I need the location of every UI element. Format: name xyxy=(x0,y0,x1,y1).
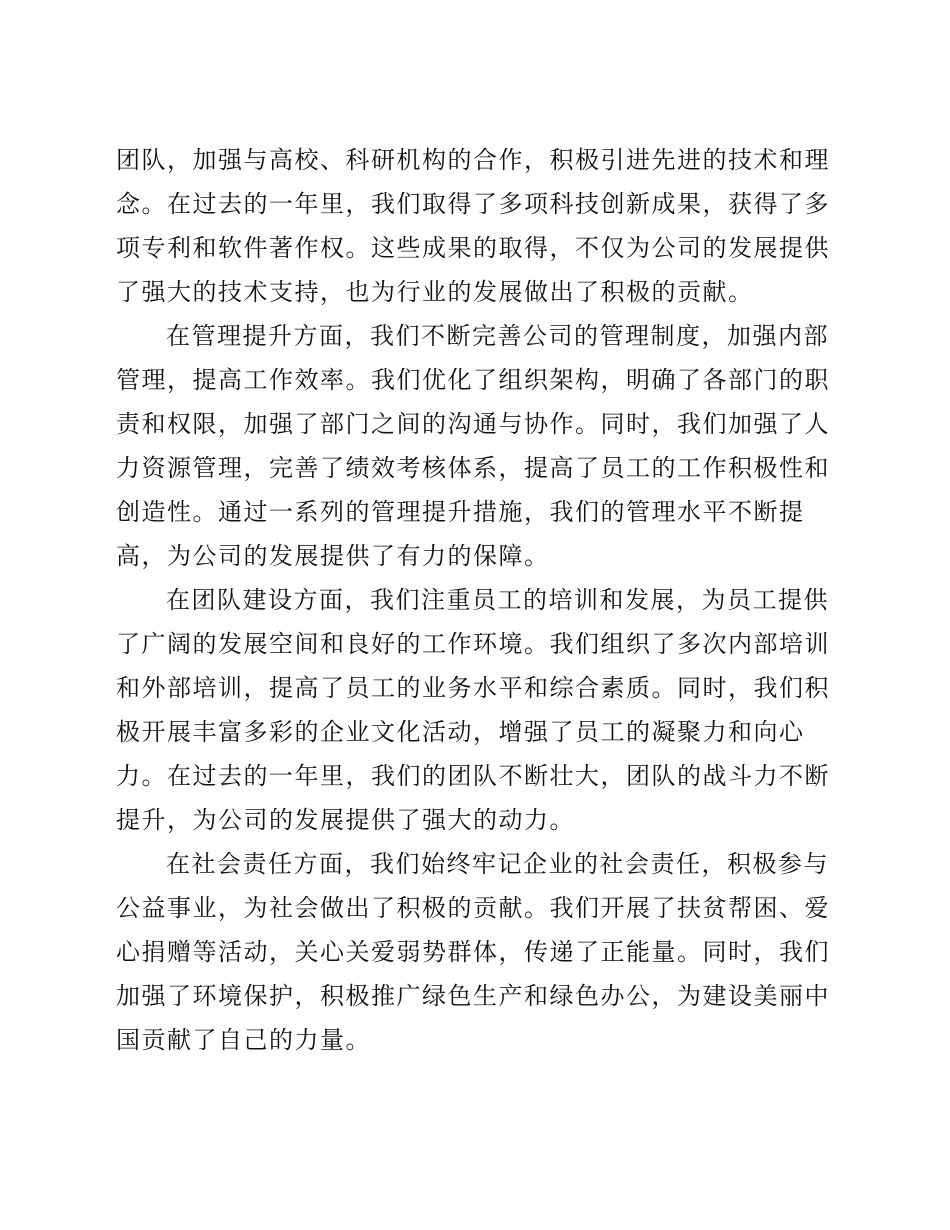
text-line: 提升，为公司的发展提供了强大的动力。 xyxy=(116,806,575,834)
text-line: 国贡献了自己的力量。 xyxy=(116,1026,371,1054)
paragraph-start-line: 在社会责任方面，我们始终牢记企业的社会责任，积极参与 xyxy=(166,850,829,878)
text-line: 责和权限，加强了部门之间的沟通与协作。同时，我们加强了人 xyxy=(116,410,830,438)
text-line: 项专利和软件著作权。这些成果的取得，不仅为公司的发展提供 xyxy=(116,234,830,262)
text-line: 高，为公司的发展提供了有力的保障。 xyxy=(116,542,550,570)
text-line: 公益事业，为社会做出了积极的贡献。我们开展了扶贫帮困、爱 xyxy=(116,894,830,922)
text-line: 力资源管理，完善了绩效考核体系，提高了员工的工作积极性和 xyxy=(116,454,830,482)
paragraph-start-line: 在管理提升方面，我们不断完善公司的管理制度，加强内部 xyxy=(166,322,829,350)
text-line: 了广阔的发展空间和良好的工作环境。我们组织了多次内部培训 xyxy=(116,630,830,658)
text-line: 加强了环境保护，积极推广绿色生产和绿色办公，为建设美丽中 xyxy=(116,982,830,1010)
paragraph-start-line: 在团队建设方面，我们注重员工的培训和发展，为员工提供 xyxy=(166,586,829,614)
text-line: 力。在过去的一年里，我们的团队不断壮大，团队的战斗力不断 xyxy=(116,762,830,790)
text-line: 了强大的技术支持，也为行业的发展做出了积极的贡献。 xyxy=(116,278,754,306)
text-line: 和外部培训，提高了员工的业务水平和综合素质。同时，我们积 xyxy=(116,674,830,702)
text-line: 创造性。通过一系列的管理提升措施，我们的管理水平不断提 xyxy=(116,498,805,526)
text-line: 管理，提高工作效率。我们优化了组织架构，明确了各部门的职 xyxy=(116,366,830,394)
text-line: 心捐赠等活动，关心关爱弱势群体，传递了正能量。同时，我们 xyxy=(116,938,830,966)
text-line: 念。在过去的一年里，我们取得了多项科技创新成果，获得了多 xyxy=(116,190,830,218)
text-line: 团队，加强与高校、科研机构的合作，积极引进先进的技术和理 xyxy=(116,146,830,174)
document-body xyxy=(116,138,830,1062)
text-line: 极开展丰富多彩的企业文化活动，增强了员工的凝聚力和向心 xyxy=(116,718,805,746)
